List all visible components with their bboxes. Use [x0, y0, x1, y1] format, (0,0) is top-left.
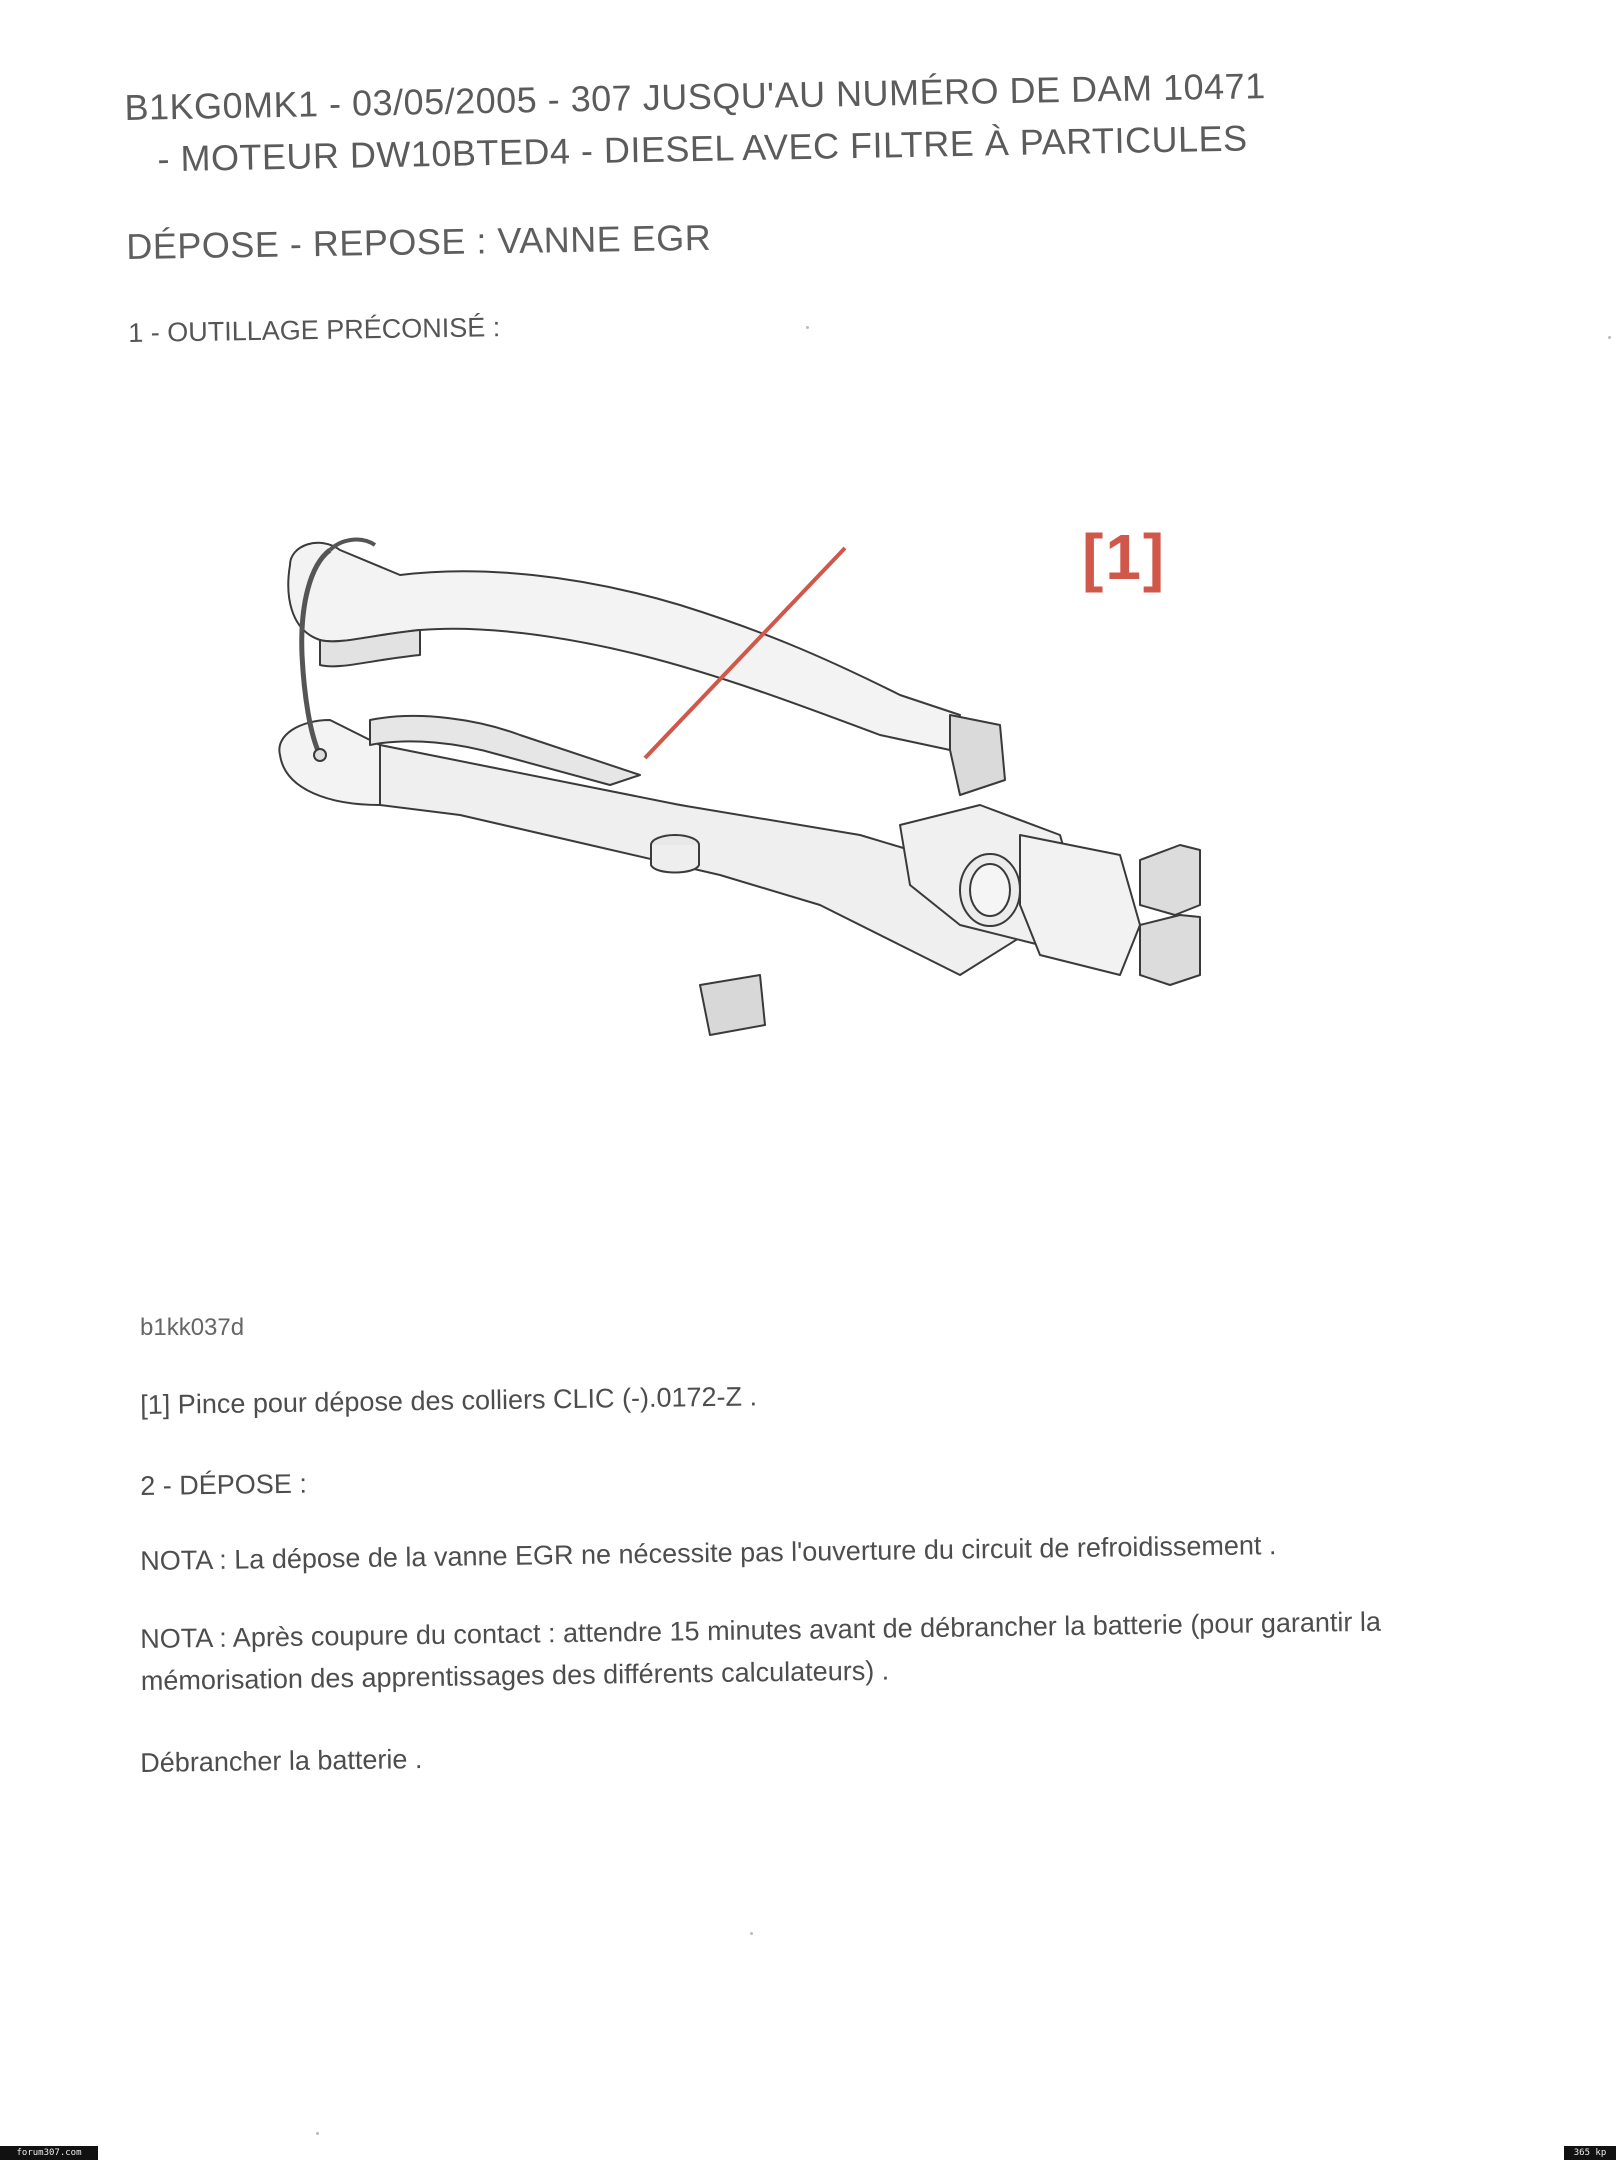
removal-heading: 2 - DÉPOSE : — [140, 1468, 308, 1501]
scan-speck — [806, 326, 809, 329]
tool-description: [1] Pince pour dépose des colliers CLIC (-).0172-Z . — [140, 1381, 758, 1420]
title-line-1: B1KG0MK1 - 03/05/2005 - 307 JUSQU'AU NUMÉRO DE DAM 10471 — [124, 65, 1267, 128]
nota-cooling-circuit: NOTA : La dépose de la vanne EGR ne nécessite pas l'ouverture du circuit de refroidissement . — [140, 1530, 1277, 1576]
scan-speck — [316, 2132, 319, 2135]
figure-reference: b1kk037d — [140, 1314, 245, 1341]
step-disconnect-battery: Débrancher la batterie . — [140, 1744, 423, 1778]
scan-speck — [1608, 336, 1611, 339]
callout-label: [1] — [1082, 521, 1167, 593]
section-heading: DÉPOSE - REPOSE : VANNE EGR — [126, 216, 712, 267]
title-line-2: - MOTEUR DW10BTED4 - DIESEL AVEC FILTRE À PARTICULES — [157, 117, 1248, 180]
nota-battery: NOTA : Après coupure du contact : attendre 15 minutes avant de débrancher la batterie (pour garantir la mémorisation des apprentissages des différents calculateurs) . — [140, 1606, 1382, 1696]
scan-speck — [750, 1932, 753, 1935]
document-title — [124, 57, 1426, 186]
tooling-heading: 1 - OUTILLAGE PRÉCONISÉ : — [128, 312, 501, 348]
footer-site-label: forum307.com — [0, 2146, 98, 2160]
footer-size-label: 365 kp — [1564, 2146, 1616, 2160]
pliers-illustration — [260, 505, 1340, 1085]
